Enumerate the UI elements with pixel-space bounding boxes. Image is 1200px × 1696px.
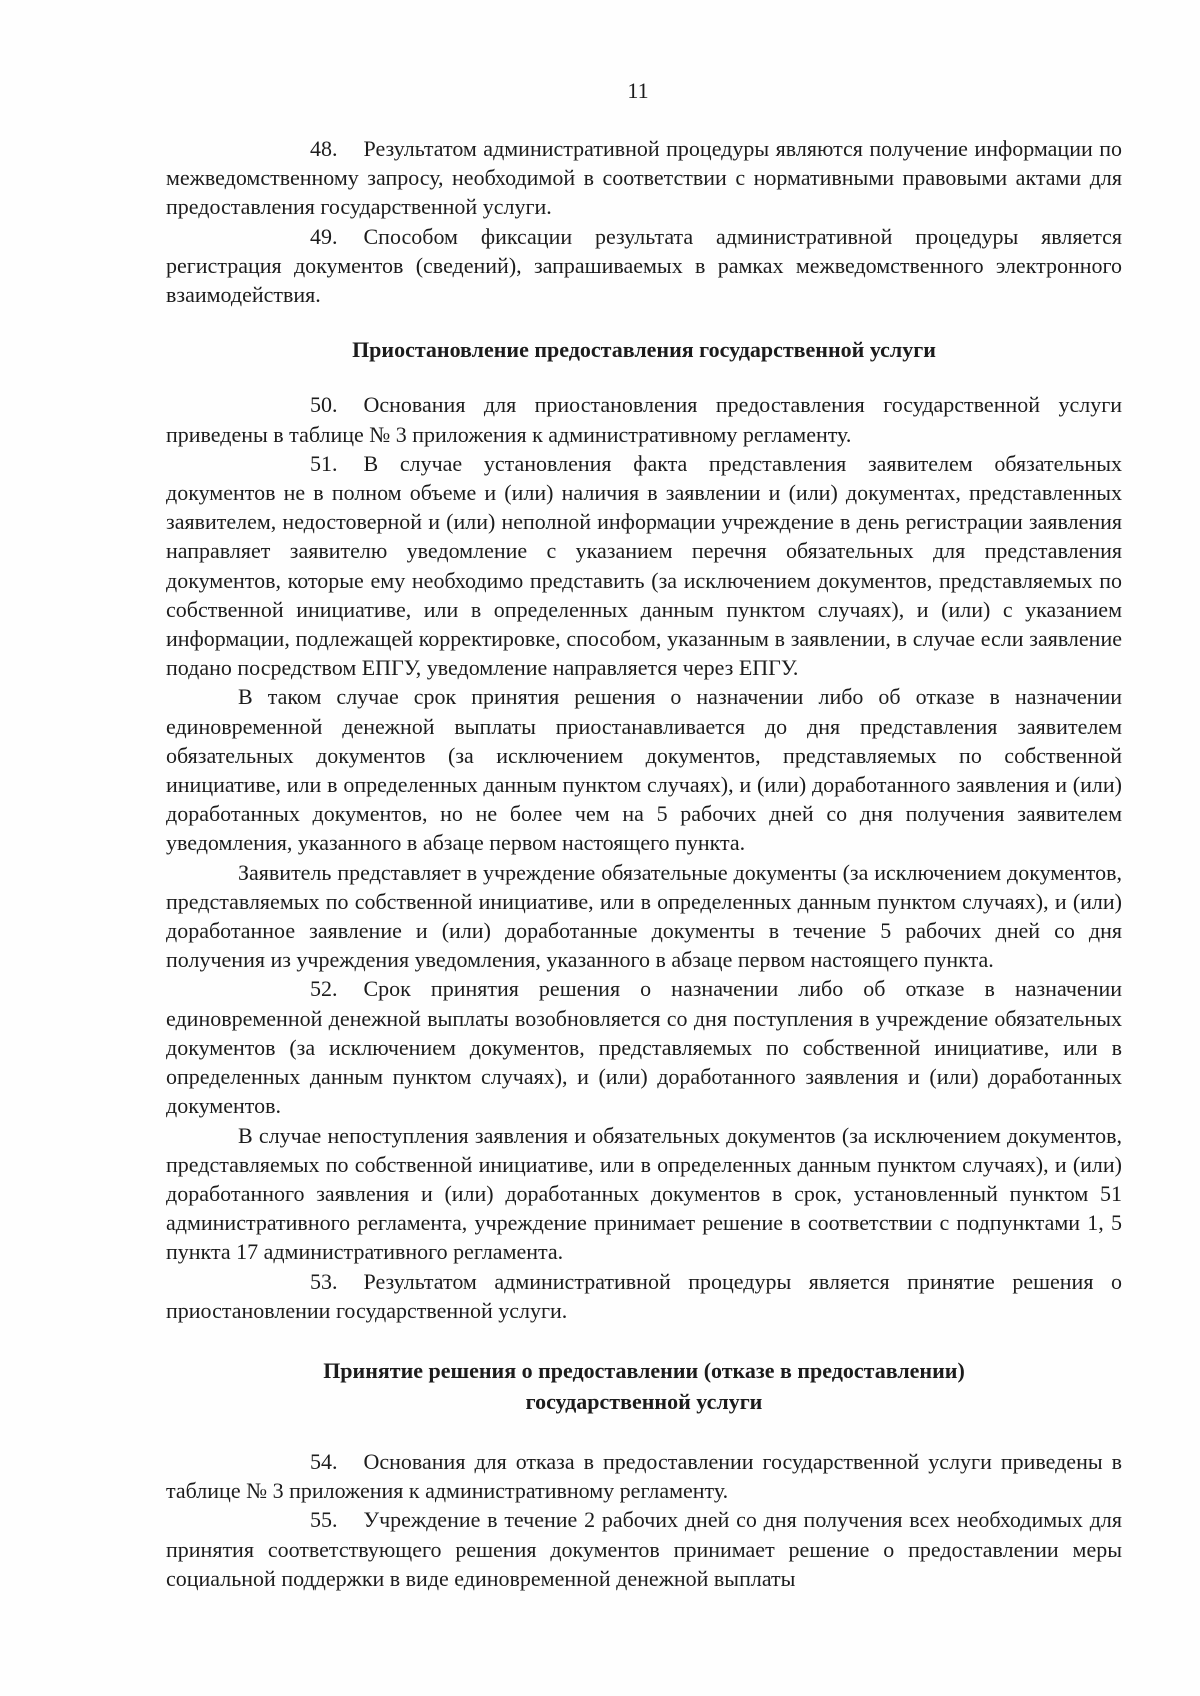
paragraph-52-part-2: В случае непоступления заявления и обязательных документов (за исключением документов, представляемых по собственной инициативе, или в определенных данным пунктом случаях), и (или) доработанного заявления и (или) доработанных документов в срок, установленный пунктом 51 административного регламента, учреждение принимает решение в соответствии с подпунктами 1, 5 пункта 17 административного регламента.: [166, 1122, 1122, 1265]
paragraph-number: 49.: [310, 223, 338, 249]
section-heading-line: государственной услуги: [525, 1388, 763, 1414]
paragraph-number: 52.: [310, 976, 338, 1002]
paragraph-48: [166, 134, 1122, 222]
paragraph-text: Срок принятия решения о назначении либо об отказе в назначении единовременной денежной выплаты возобновляется со дня поступления в учреждение обязательных документов (за исключением документов, представляемых по собственной инициативе, или в определенных данным пунктом случаях), и (или) доработанного заявления и (или) доработанных документов.: [166, 976, 1122, 1119]
paragraph-53: [166, 1267, 1122, 1325]
paragraph-text: В случае установления факта представления заявителем обязательных документов не в полном объеме и (или) наличия в заявлении и (или) документах, представленных заявителем, недостоверной и (или) неполной информации учреждение в день регистрации заявления направляет заявителю уведомление с указанием перечня обязательных для представления документов, которые ему необходимо представить (за исключением документов, представляемых по собственной инициативе, или в определенных данным пунктом случаях), и (или) с указанием информации, подлежащей корректировке, способом, указанным в заявлении, в случае если заявление подано посредством ЕПГУ, уведомление направляется через ЕПГУ.: [166, 450, 1122, 681]
paragraph-number: 53.: [310, 1268, 338, 1294]
page-number: 11: [627, 78, 649, 103]
paragraph-number: 48.: [310, 136, 338, 161]
paragraph-text: Основания для приостановления предоставления государственной услуги приведены в таблице № 3 приложения к административному регламенту.: [166, 392, 1122, 447]
paragraph-number: 55.: [310, 1507, 338, 1533]
paragraph-text: Основания для отказа в предоставлении государственной услуги приведены в таблице № 3 приложения к административному регламенту.: [166, 1448, 1122, 1504]
paragraph-text: Учреждение в течение 2 рабочих дней со дня получения всех необходимых для принятия соответствующего решения документов принимает решение о предоставлении меры социальной поддержки в виде единовременной денежной выплаты: [166, 1507, 1122, 1591]
paragraph-51-part-3: Заявитель представляет в учреждение обязательные документы (за исключением документов, представляемых по собственной инициативе, или в определенных данным пунктом случаях), и (или) доработанное заявление и (или) доработанные документы в течение 5 рабочих дней со дня получения из учреждения уведомления, указанного в абзаце первом настоящего пункта.: [166, 859, 1122, 973]
section-heading-line: Принятие решения о предоставлении (отказе в предоставлении): [323, 1357, 965, 1383]
paragraph-55: [166, 1505, 1122, 1593]
paragraph-51-part-2: В таком случае срок принятия решения о назначении либо об отказе в назначении единовременной денежной выплаты приостанавливается до дня представления заявителем обязательных документов (за исключением документов, представляемых по собственной инициативе, или в определенных данным пунктом случаях), и (или) доработанного заявления и (или) доработанных документов, но не более чем на 5 рабочих дней со дня получения заявителем уведомления, указанного в абзаце первом настоящего пункта.: [166, 684, 1122, 856]
document-body: [166, 134, 1122, 1593]
section-heading-suspension: Приостановление предоставления государственной услуги: [352, 337, 936, 363]
paragraph-number: 51.: [310, 450, 338, 476]
paragraph-51: [166, 449, 1122, 683]
paragraph-49: [166, 222, 1122, 310]
paragraph-text: Результатом административной процедуры является принятие решения о приостановлении государственной услуги.: [166, 1268, 1122, 1323]
paragraph-text: Способом фиксации результата административной процедуры является регистрация документов (сведений), запрашиваемых в рамках межведомственного электронного взаимодействия.: [166, 223, 1122, 308]
paragraph-number: 50.: [310, 392, 338, 418]
paragraph-text: Результатом административной процедуры являются получение информации по межведомственному запросу, необходимой в соответствии с нормативными правовыми актами для предоставления государственной услуги.: [166, 136, 1122, 220]
paragraph-54: [166, 1447, 1122, 1505]
paragraph-50: [166, 390, 1122, 448]
paragraph-52: [166, 974, 1122, 1120]
paragraph-number: 54.: [310, 1448, 338, 1474]
section-heading-decision: [166, 1355, 1122, 1417]
